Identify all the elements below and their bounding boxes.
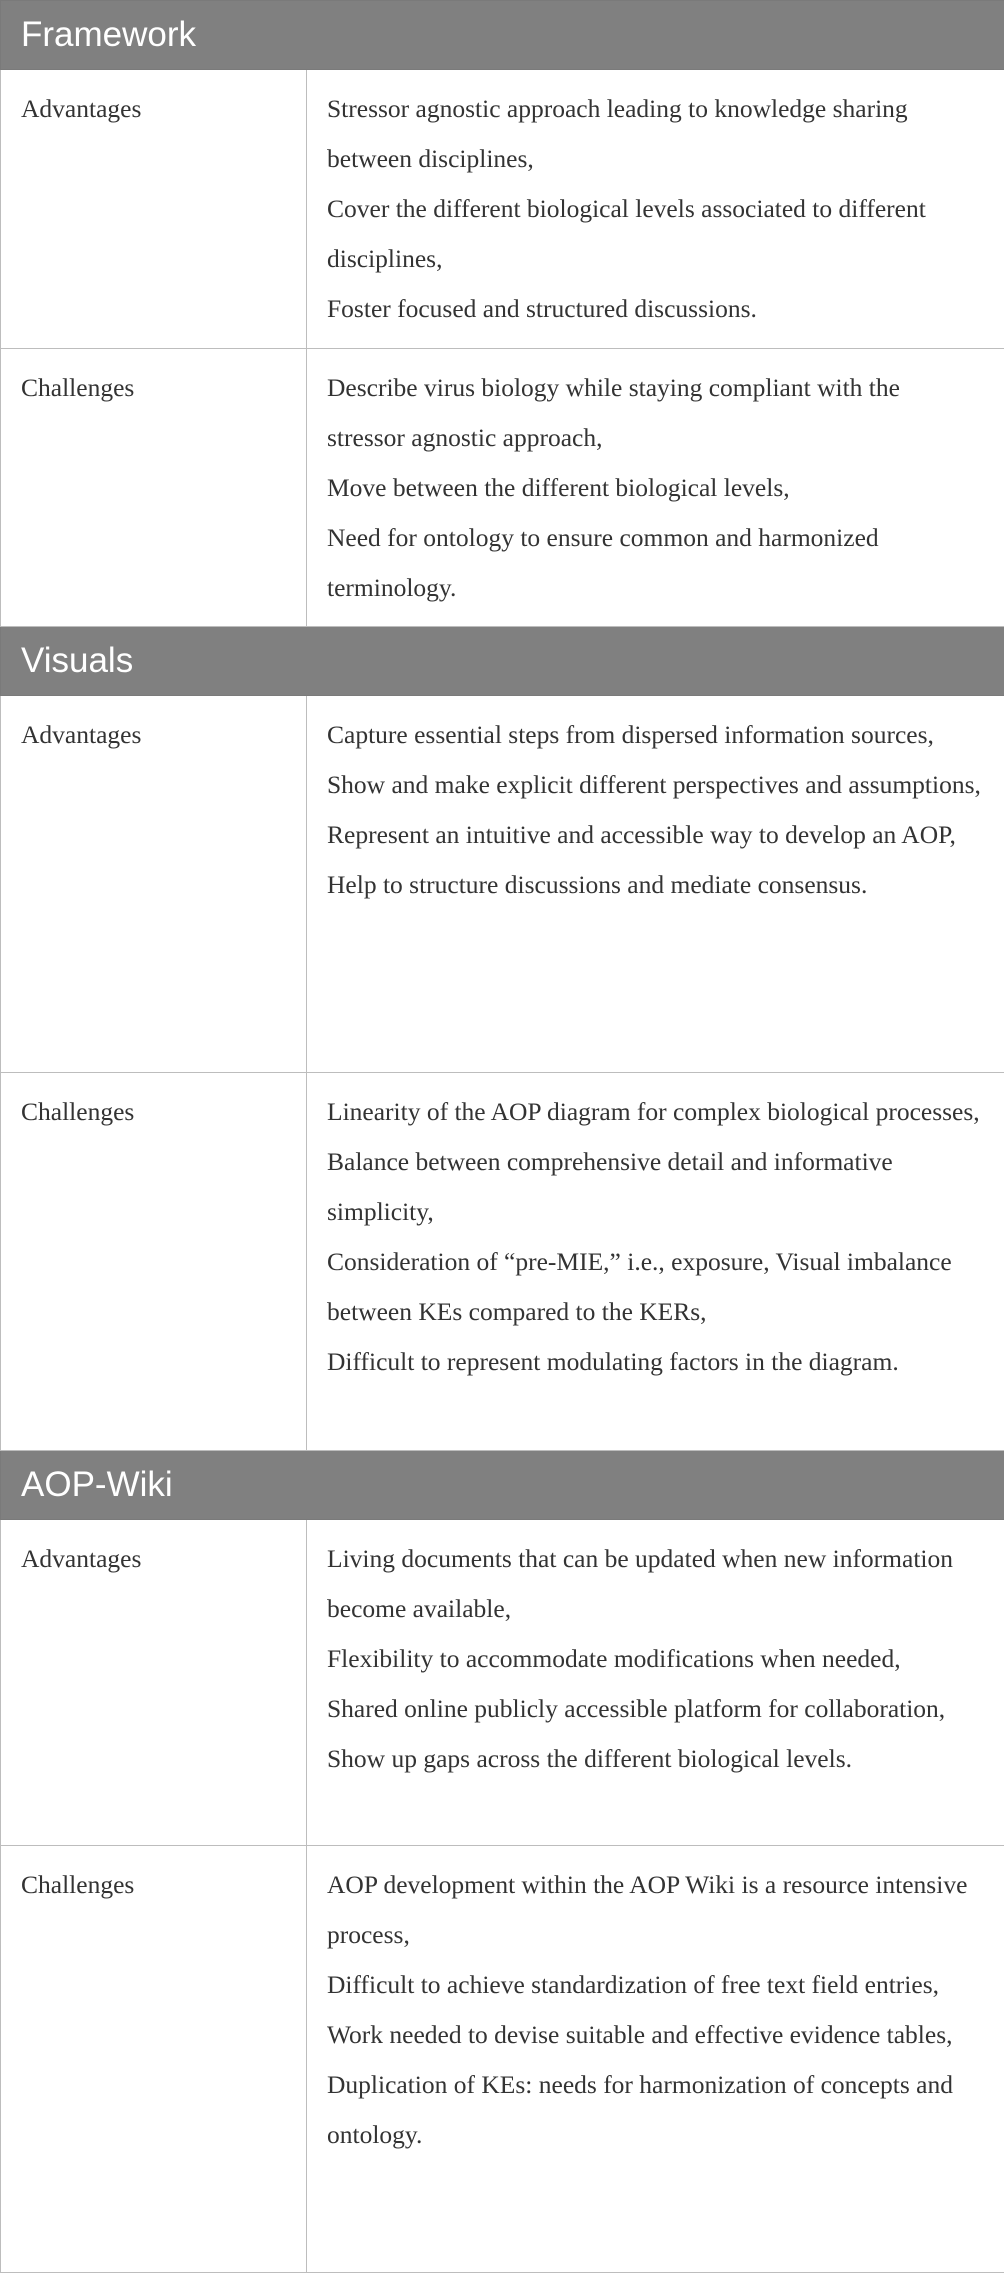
list-item: AOP development within the AOP Wiki is a resource intensive process,: [327, 1860, 984, 1960]
row-label-challenges: Challenges: [1, 1073, 307, 1451]
section-header-framework: [1, 1, 1004, 70]
table-row: [1, 349, 1004, 627]
list-item: Difficult to represent modulating factors in the diagram.: [327, 1337, 984, 1387]
list-item: Cover the different biological levels associated to different disciplines,: [327, 184, 984, 284]
table-row: [1, 1073, 1004, 1451]
row-label-challenges: Challenges: [1, 1846, 307, 2273]
list-item: Shared online publicly accessible platform for collaboration,: [327, 1684, 984, 1734]
list-item: Difficult to achieve standardization of free text field entries,: [327, 1960, 984, 2010]
row-content: [307, 1520, 1004, 1846]
section-title: AOP-Wiki: [1, 1451, 1004, 1520]
list-item: Capture essential steps from dispersed information sources,: [327, 710, 984, 760]
row-content: [307, 349, 1004, 627]
table-row: [1, 70, 1004, 349]
list-item: Help to structure discussions and mediate consensus.: [327, 860, 984, 910]
list-item: Duplication of KEs: needs for harmonization of concepts and ontology.: [327, 2060, 984, 2160]
list-item: Consideration of “pre-MIE,” i.e., exposure, Visual imbalance between KEs compared to the KERs,: [327, 1237, 984, 1337]
section-title: Framework: [1, 1, 1004, 70]
list-item: Show and make explicit different perspectives and assumptions,: [327, 760, 984, 810]
row-label-challenges: Challenges: [1, 349, 307, 627]
table-row: [1, 1846, 1004, 2273]
list-item: Living documents that can be updated when new information become available,: [327, 1534, 984, 1634]
list-item: Balance between comprehensive detail and informative simplicity,: [327, 1137, 984, 1237]
list-item: Linearity of the AOP diagram for complex biological processes,: [327, 1087, 984, 1137]
row-content: [307, 696, 1004, 1073]
list-item: Flexibility to accommodate modifications when needed,: [327, 1634, 984, 1684]
table-row: [1, 1520, 1004, 1846]
list-item: Move between the different biological levels,: [327, 463, 984, 513]
row-content: [307, 1073, 1004, 1451]
row-label-advantages: Advantages: [1, 70, 307, 349]
list-item: Describe virus biology while staying compliant with the stressor agnostic approach,: [327, 363, 984, 463]
list-item: Work needed to devise suitable and effective evidence tables,: [327, 2010, 984, 2060]
section-title: Visuals: [1, 627, 1004, 696]
section-header-aop-wiki: [1, 1451, 1004, 1520]
list-item: Foster focused and structured discussions.: [327, 284, 984, 334]
list-item: Need for ontology to ensure common and harmonized terminology.: [327, 513, 984, 613]
list-item: Represent an intuitive and accessible way to develop an AOP,: [327, 810, 984, 860]
list-item: Show up gaps across the different biological levels.: [327, 1734, 984, 1784]
row-label-advantages: Advantages: [1, 696, 307, 1073]
list-item: Stressor agnostic approach leading to knowledge sharing between disciplines,: [327, 84, 984, 184]
table-row: [1, 696, 1004, 1073]
row-label-advantages: Advantages: [1, 1520, 307, 1846]
row-content: [307, 1846, 1004, 2273]
row-content: [307, 70, 1004, 349]
section-header-visuals: [1, 627, 1004, 696]
